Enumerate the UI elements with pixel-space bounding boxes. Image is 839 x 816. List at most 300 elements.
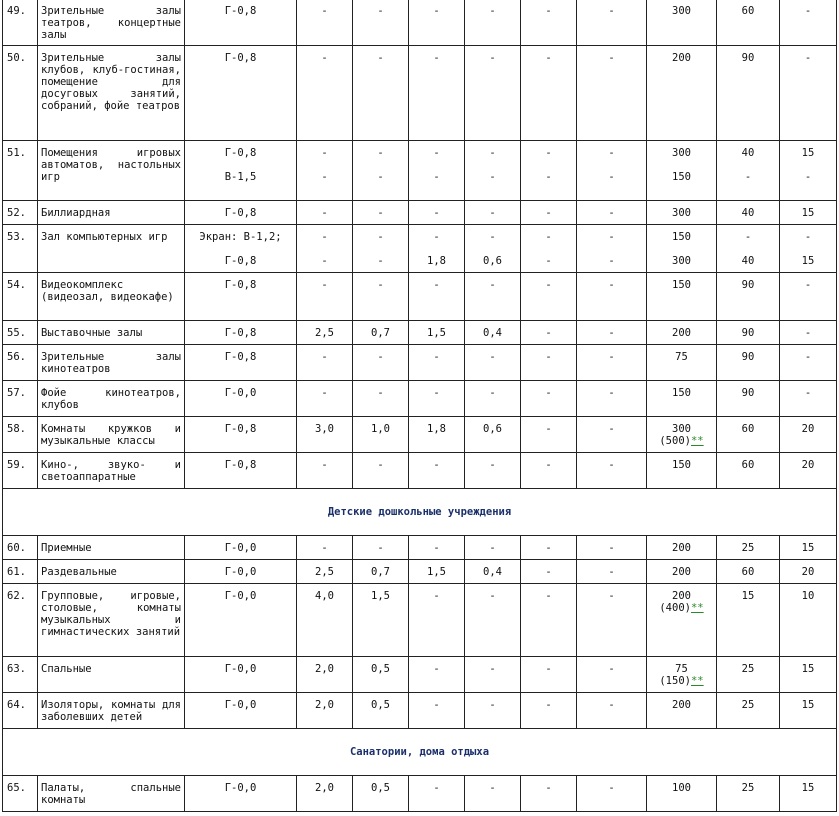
alt-value <box>650 435 713 447</box>
cell-value: 300 <box>672 423 691 435</box>
plane-value: Г-0,8 <box>224 327 257 339</box>
line-gap <box>468 243 517 255</box>
cell-value: - <box>377 171 384 183</box>
cell-value: - <box>489 590 496 602</box>
cell-value: 0,5 <box>371 699 390 711</box>
cell-value: - <box>321 255 328 267</box>
lighting-plane <box>185 345 297 381</box>
value-cell <box>353 46 409 141</box>
footnote-link[interactable]: ** <box>690 602 704 614</box>
value-cell <box>465 776 521 812</box>
value-cell <box>353 453 409 489</box>
cell-value: - <box>545 542 552 554</box>
cell-value: - <box>489 663 496 675</box>
value-cell <box>409 453 465 489</box>
cell-value: - <box>377 52 384 64</box>
cell-value: - <box>433 279 440 291</box>
cell-value: - <box>545 590 552 602</box>
value-cell <box>353 321 409 345</box>
value-cell <box>521 453 577 489</box>
value-cell <box>780 417 837 453</box>
cell-value: - <box>545 387 552 399</box>
row-number-text: 52. <box>7 207 26 219</box>
row-number-text: 65. <box>7 782 26 794</box>
cell-value: 200 <box>672 542 691 554</box>
cell-value: 2,5 <box>315 566 334 578</box>
value-cell <box>297 560 353 584</box>
cell-value: 0,4 <box>483 566 502 578</box>
value-cell <box>577 584 647 657</box>
cell-value: - <box>545 663 552 675</box>
cell-value: 200 <box>672 327 691 339</box>
value-cell <box>780 381 837 417</box>
value-cell <box>409 225 465 273</box>
room-name-text: Зрительные залы кинотеатров <box>41 351 181 375</box>
alt-value <box>650 602 713 614</box>
cell-value: - <box>608 255 615 267</box>
footnote-link[interactable]: ** <box>690 435 704 447</box>
value-cell <box>297 0 353 46</box>
cell-value: - <box>433 459 440 471</box>
cell-value: - <box>433 5 440 17</box>
cell-value: 75 <box>675 663 688 675</box>
table-row <box>3 273 837 321</box>
table-row <box>3 776 837 812</box>
cell-value: - <box>804 171 812 183</box>
value-cell <box>297 225 353 273</box>
value-cell <box>717 345 780 381</box>
value-cell <box>465 0 521 46</box>
value-cell <box>409 584 465 657</box>
value-cell <box>297 141 353 201</box>
cell-value: - <box>608 459 615 471</box>
cell-value: - <box>489 171 496 183</box>
lighting-plane <box>185 141 297 201</box>
cell-value: - <box>377 542 384 554</box>
cell-value: 0,7 <box>371 327 390 339</box>
lighting-plane <box>185 657 297 693</box>
alt-value-text: (500) <box>659 435 691 447</box>
cell-value: - <box>608 351 615 363</box>
cell-value: 300 <box>672 207 691 219</box>
cell-value: 300 <box>672 255 691 267</box>
plane-value: Г-0,8 <box>224 5 257 17</box>
cell-value: 150 <box>672 171 691 183</box>
value-cell <box>353 381 409 417</box>
line-gap <box>468 159 517 171</box>
value-cell <box>521 225 577 273</box>
value-cell <box>465 560 521 584</box>
row-number-text: 57. <box>7 387 26 399</box>
plane-value: Г-0,8 <box>224 255 257 267</box>
cell-value: - <box>608 387 615 399</box>
cell-value: - <box>433 207 440 219</box>
table-row <box>3 693 837 729</box>
cell-value: - <box>545 231 552 243</box>
table-row <box>3 345 837 381</box>
value-cell <box>780 321 837 345</box>
value-cell <box>409 417 465 453</box>
value-cell <box>577 560 647 584</box>
cell-value: - <box>377 5 384 17</box>
value-cell <box>409 201 465 225</box>
cell-value: 0,7 <box>371 566 390 578</box>
row-number-text: 53. <box>7 231 26 243</box>
cell-value: 150 <box>672 459 691 471</box>
plane-value: Г-0,8 <box>224 52 257 64</box>
cell-value: - <box>608 231 615 243</box>
lighting-plane <box>185 584 297 657</box>
cell-value: - <box>545 255 552 267</box>
value-cell <box>521 776 577 812</box>
room-name-text: Раздевальные <box>41 566 117 578</box>
value-cell <box>647 381 717 417</box>
cell-value: - <box>804 231 812 243</box>
value-cell <box>409 693 465 729</box>
value-cell <box>297 693 353 729</box>
value-cell <box>647 657 717 693</box>
value-cell <box>465 693 521 729</box>
cell-value: - <box>433 699 440 711</box>
cell-value: - <box>489 351 496 363</box>
line-gap <box>650 243 713 255</box>
row-number-text: 63. <box>7 663 26 675</box>
cell-value: - <box>545 782 552 794</box>
cell-value: 60 <box>741 566 755 578</box>
cell-value: - <box>608 5 615 17</box>
value-cell <box>717 776 780 812</box>
value-cell <box>717 417 780 453</box>
plane-value: Г-0,0 <box>224 387 257 399</box>
value-cell <box>717 225 780 273</box>
value-cell <box>577 345 647 381</box>
section-row <box>3 729 837 776</box>
value-cell <box>409 776 465 812</box>
value-cell <box>647 693 717 729</box>
cell-value: - <box>321 351 328 363</box>
cell-value: 100 <box>672 782 691 794</box>
cell-value: - <box>489 231 496 243</box>
room-name-text: Биллиардная <box>41 207 111 219</box>
lighting-plane <box>185 560 297 584</box>
cell-value: 20 <box>801 566 815 578</box>
alt-value-text: (150) <box>659 675 691 687</box>
cell-value: - <box>321 207 328 219</box>
value-cell <box>297 321 353 345</box>
cell-value: - <box>545 699 552 711</box>
cell-value: - <box>489 387 496 399</box>
cell-value: - <box>744 171 752 183</box>
value-cell <box>465 584 521 657</box>
lighting-plane <box>185 321 297 345</box>
row-number-text: 62. <box>7 590 26 602</box>
value-cell <box>409 345 465 381</box>
value-cell <box>521 201 577 225</box>
room-name-text: Спальные <box>41 663 92 675</box>
value-cell <box>647 345 717 381</box>
cell-value: 0,5 <box>371 663 390 675</box>
cell-value: 2,0 <box>315 699 334 711</box>
value-cell <box>521 657 577 693</box>
value-cell <box>353 560 409 584</box>
table-body <box>3 0 837 812</box>
cell-value: - <box>608 52 615 64</box>
value-cell <box>780 453 837 489</box>
cell-value: - <box>433 542 440 554</box>
cell-value: - <box>545 279 552 291</box>
row-number-text: 56. <box>7 351 26 363</box>
lighting-plane <box>185 225 297 273</box>
cell-value: - <box>321 171 328 183</box>
value-cell <box>577 273 647 321</box>
table-row <box>3 0 837 46</box>
cell-value: - <box>321 279 328 291</box>
line-gap <box>300 243 349 255</box>
value-cell <box>647 536 717 560</box>
row-number <box>3 141 38 201</box>
value-cell <box>780 560 837 584</box>
cell-value: 150 <box>672 387 691 399</box>
cell-value: 15 <box>801 782 815 794</box>
line-gap <box>300 159 349 171</box>
cell-value: - <box>545 351 552 363</box>
section-row <box>3 489 837 536</box>
value-cell <box>409 657 465 693</box>
room-name <box>38 453 185 489</box>
cell-value: - <box>433 231 440 243</box>
value-cell <box>353 417 409 453</box>
value-cell <box>647 453 717 489</box>
cell-value: 200 <box>672 699 691 711</box>
row-number-text: 58. <box>7 423 26 435</box>
value-cell <box>780 46 837 141</box>
cell-value: 10 <box>801 590 815 602</box>
cell-value: 75 <box>675 351 688 363</box>
room-name <box>38 225 185 273</box>
value-cell <box>409 381 465 417</box>
value-cell <box>577 776 647 812</box>
value-cell <box>717 584 780 657</box>
line-gap <box>650 159 713 171</box>
line-gap <box>783 159 833 171</box>
value-cell <box>521 536 577 560</box>
plane-value: Г-0,0 <box>224 699 257 711</box>
cell-value: - <box>489 5 496 17</box>
alt-value <box>650 675 713 687</box>
cell-value: - <box>377 147 384 159</box>
value-cell <box>465 417 521 453</box>
value-cell <box>353 0 409 46</box>
cell-value: - <box>489 699 496 711</box>
cell-value: 150 <box>672 231 691 243</box>
lighting-plane <box>185 201 297 225</box>
cell-value: - <box>321 387 328 399</box>
table-row <box>3 584 837 657</box>
section-title: Санатории, дома отдыха <box>3 729 837 776</box>
value-cell <box>353 201 409 225</box>
plane-value: Г-0,0 <box>224 663 257 675</box>
value-cell <box>297 536 353 560</box>
plane-value: В-1,5 <box>224 171 257 183</box>
row-number <box>3 321 38 345</box>
cell-value: 25 <box>741 542 755 554</box>
value-cell <box>465 141 521 201</box>
cell-value: 1,8 <box>427 255 446 267</box>
line-gap <box>356 243 405 255</box>
value-cell <box>353 141 409 201</box>
value-cell <box>465 381 521 417</box>
value-cell <box>521 345 577 381</box>
value-cell <box>577 46 647 141</box>
value-cell <box>647 584 717 657</box>
line-gap <box>720 159 776 171</box>
lighting-plane <box>185 693 297 729</box>
value-cell <box>465 201 521 225</box>
room-name <box>38 693 185 729</box>
value-cell <box>353 536 409 560</box>
cell-value: - <box>804 327 812 339</box>
plane-value: Г-0,8 <box>224 351 257 363</box>
cell-value: - <box>545 327 552 339</box>
cell-value: 1,8 <box>427 423 446 435</box>
row-number <box>3 453 38 489</box>
line-gap <box>720 243 776 255</box>
value-cell <box>780 0 837 46</box>
cell-value: - <box>489 147 496 159</box>
value-cell <box>577 536 647 560</box>
value-cell <box>780 776 837 812</box>
cell-value: 15 <box>801 207 815 219</box>
cell-value: 90 <box>741 387 755 399</box>
room-name-text: Выставочные залы <box>41 327 143 339</box>
row-number <box>3 536 38 560</box>
row-number-text: 64. <box>7 699 26 711</box>
room-name <box>38 46 185 141</box>
value-cell <box>717 657 780 693</box>
row-number-text: 55. <box>7 327 26 339</box>
table-row <box>3 417 837 453</box>
cell-value: 20 <box>801 423 815 435</box>
cell-value: 15 <box>801 663 815 675</box>
footnote-link[interactable]: ** <box>690 675 704 687</box>
value-cell <box>297 453 353 489</box>
lighting-plane <box>185 536 297 560</box>
value-cell <box>465 453 521 489</box>
value-cell <box>717 321 780 345</box>
row-number <box>3 345 38 381</box>
cell-value: - <box>608 207 615 219</box>
room-name-text: Комнаты кружков и музыкальные классы <box>41 423 181 447</box>
value-cell <box>297 381 353 417</box>
cell-value: 60 <box>741 459 755 471</box>
cell-value: - <box>608 699 615 711</box>
value-cell <box>647 273 717 321</box>
value-cell <box>780 141 837 201</box>
cell-value: - <box>377 255 384 267</box>
table-row <box>3 560 837 584</box>
room-name <box>38 273 185 321</box>
line-gap <box>524 243 573 255</box>
room-name <box>38 201 185 225</box>
value-cell <box>521 560 577 584</box>
row-number <box>3 46 38 141</box>
cell-value: 15 <box>801 542 815 554</box>
value-cell <box>353 225 409 273</box>
cell-value: - <box>545 459 552 471</box>
plane-value: Г-0,0 <box>224 542 257 554</box>
table-row <box>3 453 837 489</box>
cell-value: - <box>433 52 440 64</box>
value-cell <box>717 693 780 729</box>
cell-value: - <box>489 459 496 471</box>
value-cell <box>353 273 409 321</box>
value-cell <box>577 693 647 729</box>
value-cell <box>409 560 465 584</box>
value-cell <box>465 536 521 560</box>
cell-value: 40 <box>741 207 755 219</box>
value-cell <box>521 46 577 141</box>
value-cell <box>780 693 837 729</box>
row-number <box>3 0 38 46</box>
section-title: Детские дошкольные учреждения <box>3 489 837 536</box>
cell-value: 1,0 <box>371 423 390 435</box>
line-gap <box>188 159 293 171</box>
plane-value: Г-0,8 <box>224 147 257 159</box>
value-cell <box>577 0 647 46</box>
value-cell <box>780 273 837 321</box>
value-cell <box>647 201 717 225</box>
value-cell <box>647 46 717 141</box>
cell-value: - <box>804 351 812 363</box>
value-cell <box>780 536 837 560</box>
room-name <box>38 584 185 657</box>
plane-value: Экран: В-1,2; <box>199 231 282 243</box>
cell-value: - <box>608 782 615 794</box>
value-cell <box>465 46 521 141</box>
value-cell <box>409 321 465 345</box>
table-row <box>3 225 837 273</box>
value-cell <box>780 201 837 225</box>
cell-value: - <box>321 5 328 17</box>
cell-value: - <box>545 147 552 159</box>
plane-value: Г-0,8 <box>224 423 257 435</box>
alt-value-text: (400) <box>659 602 691 614</box>
cell-value: - <box>433 351 440 363</box>
row-number-text: 50. <box>7 52 26 64</box>
value-cell <box>647 417 717 453</box>
cell-value: 90 <box>741 279 755 291</box>
room-name <box>38 141 185 201</box>
cell-value: - <box>608 327 615 339</box>
cell-value: - <box>433 171 440 183</box>
cell-value: - <box>377 351 384 363</box>
value-cell <box>717 46 780 141</box>
value-cell <box>297 417 353 453</box>
table-row <box>3 321 837 345</box>
value-cell <box>409 273 465 321</box>
cell-value: 60 <box>741 5 755 17</box>
cell-value: - <box>489 52 496 64</box>
value-cell <box>647 776 717 812</box>
plane-value: Г-0,0 <box>224 590 257 602</box>
value-cell <box>297 584 353 657</box>
room-name <box>38 417 185 453</box>
value-cell <box>521 381 577 417</box>
cell-value: - <box>545 423 552 435</box>
room-name-text: Зрительные залы клубов, клуб-гостиная, помещение для досуговых занятий, собраний, фойе театров <box>41 52 181 112</box>
value-cell <box>717 141 780 201</box>
lighting-plane <box>185 273 297 321</box>
